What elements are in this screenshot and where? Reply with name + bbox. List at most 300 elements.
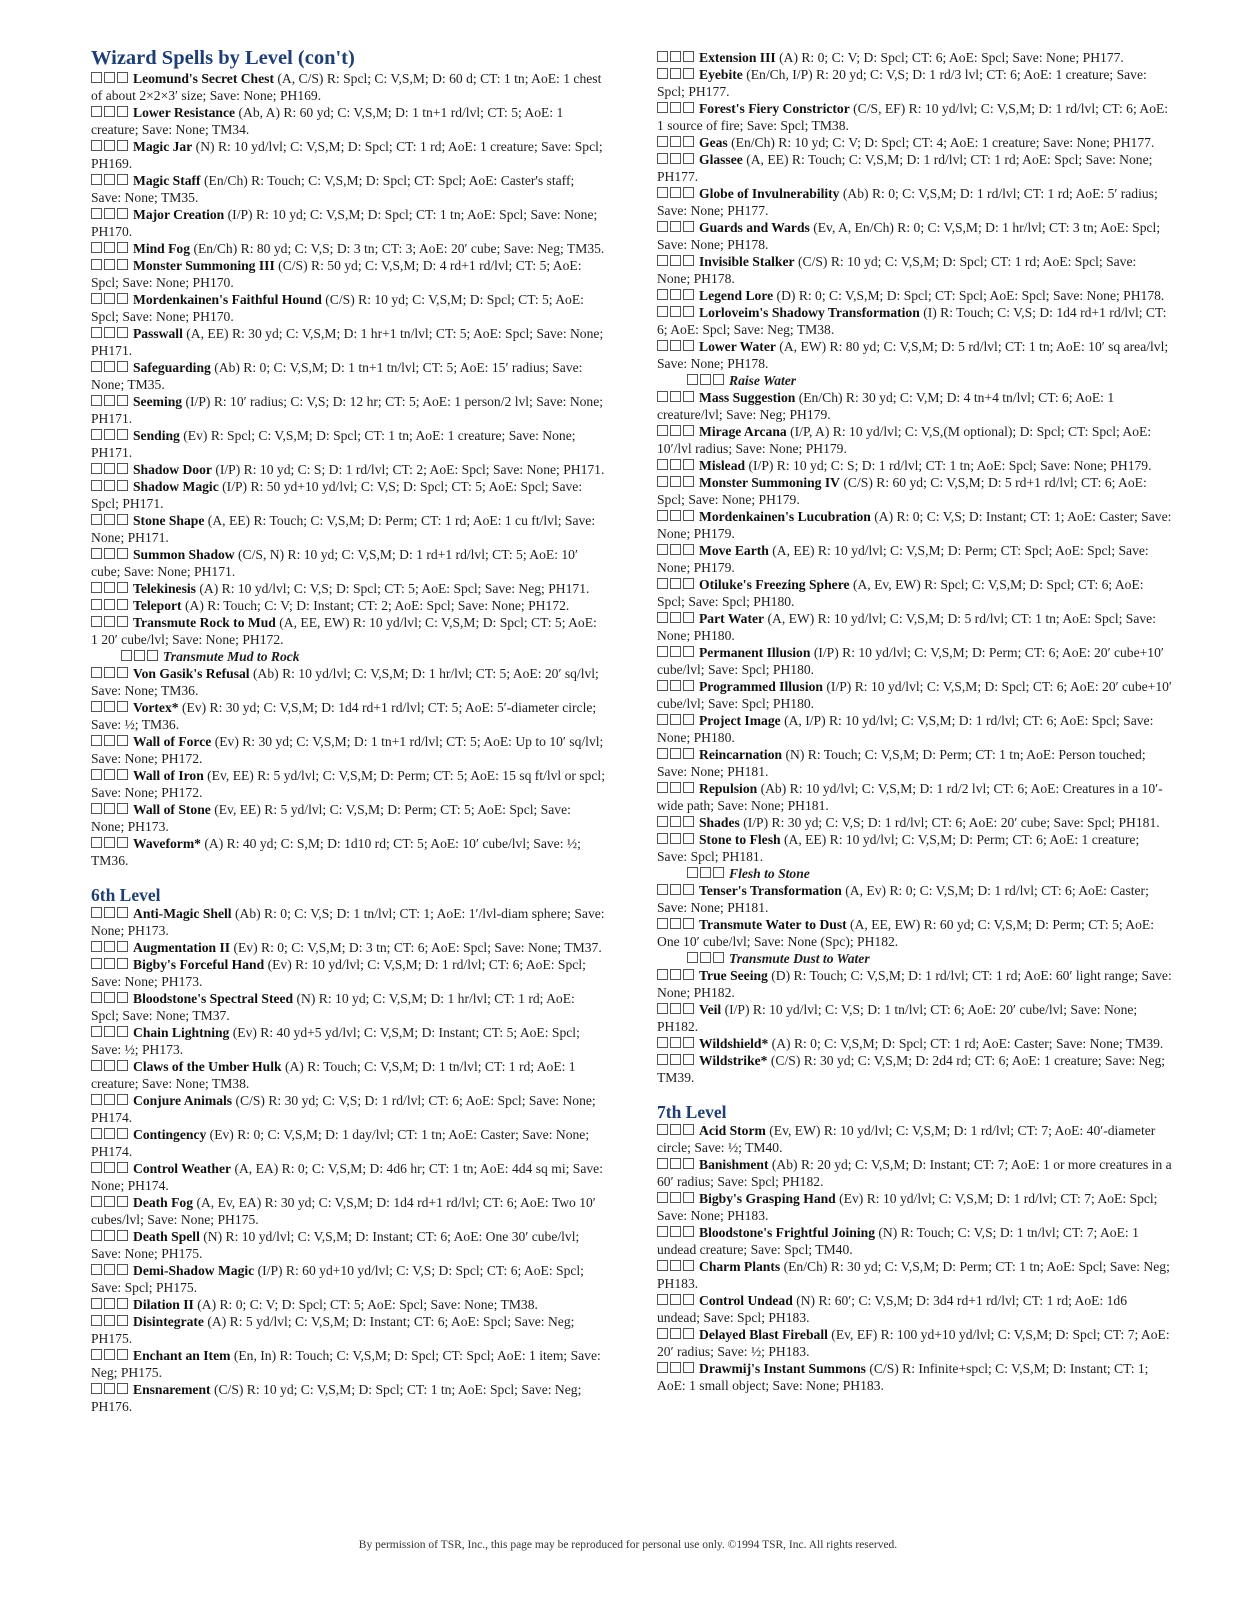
checkbox-icon[interactable] (657, 578, 668, 589)
checkbox-icon[interactable] (657, 969, 668, 980)
checkbox-icon[interactable] (104, 463, 115, 474)
checkbox-icon[interactable] (104, 361, 115, 372)
memorization-checkboxes (91, 172, 130, 189)
checkbox-icon[interactable] (657, 510, 668, 521)
spell-name: Claws of the Umber Hulk (133, 1058, 282, 1074)
checkbox-icon[interactable] (670, 510, 681, 521)
checkbox-icon[interactable] (670, 391, 681, 402)
checkbox-icon[interactable] (713, 867, 724, 878)
checkbox-icon[interactable] (104, 803, 115, 814)
checkbox-icon[interactable] (687, 374, 698, 385)
checkbox-icon[interactable] (683, 782, 694, 793)
checkbox-icon[interactable] (700, 867, 711, 878)
checkbox-icon[interactable] (91, 293, 102, 304)
checkbox-icon[interactable] (657, 680, 668, 691)
checkbox-icon[interactable] (104, 514, 115, 525)
checkbox-icon[interactable] (670, 1037, 681, 1048)
checkbox-icon[interactable] (104, 582, 115, 593)
checkbox-icon[interactable] (683, 255, 694, 266)
checkbox-icon[interactable] (91, 463, 102, 474)
spell-name: Programmed Illusion (699, 679, 823, 694)
checkbox-icon[interactable] (117, 992, 128, 1003)
memorization-checkboxes (91, 699, 130, 716)
checkbox-icon[interactable] (91, 803, 102, 814)
checkbox-icon[interactable] (683, 544, 694, 555)
checkbox-icon[interactable] (104, 106, 115, 117)
checkbox-icon[interactable] (104, 1094, 115, 1105)
checkbox-icon[interactable] (683, 1260, 694, 1271)
checkbox-icon[interactable] (670, 918, 681, 929)
checkbox-icon[interactable] (91, 1383, 102, 1394)
checkbox-icon[interactable] (117, 616, 128, 627)
checkbox-icon[interactable] (670, 782, 681, 793)
checkbox-icon[interactable] (117, 1196, 128, 1207)
checkbox-icon[interactable] (104, 293, 115, 304)
checkbox-icon[interactable] (670, 153, 681, 164)
spell-entry (657, 610, 1172, 644)
checkbox-icon[interactable] (683, 391, 694, 402)
checkbox-icon[interactable] (670, 544, 681, 555)
checkbox-icon[interactable] (104, 992, 115, 1003)
checkbox-icon[interactable] (670, 459, 681, 470)
spell-details: (En/Ch) R: 30 yd; C: V,M; D: 4 tn+4 tn/lvl; CT: 6; AoE: 1 creature/lvl; Save: Neg; PH179. (657, 390, 1115, 422)
checkbox-icon[interactable] (117, 106, 128, 117)
checkbox-icon[interactable] (657, 459, 668, 470)
spell-name: Glassee (699, 152, 743, 167)
checkbox-icon[interactable] (670, 1124, 681, 1135)
checkbox-icon[interactable] (104, 1128, 115, 1139)
checkbox-icon[interactable] (91, 1196, 102, 1207)
checkbox-icon[interactable] (104, 1196, 115, 1207)
checkbox-icon[interactable] (657, 1003, 668, 1014)
memorization-checkboxes (91, 665, 130, 682)
checkbox-icon[interactable] (657, 1294, 668, 1305)
memorization-checkboxes (91, 1194, 130, 1211)
checkbox-icon[interactable] (117, 1298, 128, 1309)
checkbox-icon[interactable] (117, 327, 128, 338)
checkbox-icon[interactable] (670, 68, 681, 79)
checkbox-icon[interactable] (117, 582, 128, 593)
checkbox-icon[interactable] (91, 667, 102, 678)
checkbox-icon[interactable] (670, 1192, 681, 1203)
checkbox-icon[interactable] (117, 514, 128, 525)
spell-name: Passwall (133, 325, 183, 341)
checkbox-icon[interactable] (670, 187, 681, 198)
spell-entry (91, 956, 606, 990)
checkbox-icon[interactable] (670, 1054, 681, 1065)
checkbox-icon[interactable] (117, 1162, 128, 1173)
checkbox-icon[interactable] (670, 1003, 681, 1014)
checkbox-icon[interactable] (683, 884, 694, 895)
checkbox-icon[interactable] (683, 748, 694, 759)
checkbox-icon[interactable] (91, 1094, 102, 1105)
checkbox-icon[interactable] (657, 1328, 668, 1339)
checkbox-icon[interactable] (117, 907, 128, 918)
checkbox-icon[interactable] (657, 748, 668, 759)
checkbox-icon[interactable] (657, 1124, 668, 1135)
checkbox-icon[interactable] (91, 1264, 102, 1275)
spell-entry (657, 49, 1172, 66)
checkbox-icon[interactable] (657, 714, 668, 725)
checkbox-icon[interactable] (683, 102, 694, 113)
checkbox-icon[interactable] (683, 714, 694, 725)
checkbox-icon[interactable] (117, 361, 128, 372)
checkbox-icon[interactable] (687, 952, 698, 963)
checkbox-icon[interactable] (91, 514, 102, 525)
checkbox-icon[interactable] (104, 1383, 115, 1394)
spell-name: Guards and Wards (699, 220, 810, 235)
checkbox-icon[interactable] (104, 259, 115, 270)
checkbox-icon[interactable] (657, 544, 668, 555)
checkbox-icon[interactable] (670, 102, 681, 113)
checkbox-icon[interactable] (683, 136, 694, 147)
checkbox-icon[interactable] (104, 140, 115, 151)
checkbox-icon[interactable] (657, 782, 668, 793)
checkbox-icon[interactable] (713, 374, 724, 385)
spell-details: (I/P) R: 10 yd; C: S; D: 1 rd/lvl; CT: 2; AoE: Spcl; Save: None; PH171. (215, 461, 605, 477)
checkbox-icon[interactable] (91, 992, 102, 1003)
spell-entry (657, 185, 1172, 219)
checkbox-icon[interactable] (670, 646, 681, 657)
checkbox-icon[interactable] (104, 701, 115, 712)
checkbox-icon[interactable] (117, 174, 128, 185)
checkbox-icon[interactable] (104, 395, 115, 406)
checkbox-icon[interactable] (670, 1158, 681, 1169)
checkbox-icon[interactable] (117, 599, 128, 610)
checkbox-icon[interactable] (147, 650, 158, 661)
checkbox-icon[interactable] (657, 306, 668, 317)
checkbox-icon[interactable] (670, 833, 681, 844)
checkbox-icon[interactable] (683, 476, 694, 487)
checkbox-icon[interactable] (670, 425, 681, 436)
checkbox-icon[interactable] (670, 1226, 681, 1237)
checkbox-icon[interactable] (91, 599, 102, 610)
spell-details: (Ev) R: 10 yd/lvl; C: V,S,M; D: 1 rd/lvl; CT: 7; AoE: Spcl; Save: None; PH183. (657, 1191, 1158, 1224)
checkbox-icon[interactable] (657, 68, 668, 79)
checkbox-icon[interactable] (104, 1349, 115, 1360)
checkbox-icon[interactable] (117, 958, 128, 969)
spell-details: (C/S, EF) R: 10 yd/lvl; C: V,S,M; D: 1 rd/lvl; CT: 6; AoE: 1 source of fire; Save: Spcl; TM38. (657, 101, 1169, 133)
checkbox-icon[interactable] (117, 837, 128, 848)
checkbox-icon[interactable] (670, 476, 681, 487)
checkbox-icon[interactable] (683, 289, 694, 300)
checkbox-icon[interactable] (121, 650, 132, 661)
spell-entry (91, 1381, 606, 1415)
checkbox-icon[interactable] (117, 735, 128, 746)
checkbox-icon[interactable] (104, 429, 115, 440)
checkbox-icon[interactable] (683, 1226, 694, 1237)
checkbox-icon[interactable] (91, 548, 102, 559)
checkbox-icon[interactable] (104, 735, 115, 746)
checkbox-icon[interactable] (91, 361, 102, 372)
checkbox-icon[interactable] (700, 374, 711, 385)
checkbox-icon[interactable] (117, 941, 128, 952)
checkbox-icon[interactable] (91, 72, 102, 83)
checkbox-icon[interactable] (91, 1230, 102, 1241)
spell-details: (A, EE, EW) R: 60 yd; C: V,S,M; D: Perm; CT: 5; AoE: One 10′ cube/lvl; Save: None (Spc); PH182. (657, 917, 1154, 949)
checkbox-icon[interactable] (700, 952, 711, 963)
memorization-checkboxes (657, 678, 696, 695)
checkbox-icon[interactable] (713, 952, 724, 963)
checkbox-icon[interactable] (657, 1054, 668, 1065)
checkbox-icon[interactable] (683, 221, 694, 232)
checkbox-icon[interactable] (683, 68, 694, 79)
spell-details: (I/P) R: 60 yd+10 yd/lvl; C: V,S; D: Spcl; CT: 6; AoE: Spcl; Save: Spcl; PH175. (91, 1262, 584, 1295)
checkbox-icon[interactable] (117, 1026, 128, 1037)
checkbox-icon[interactable] (104, 1315, 115, 1326)
checkbox-icon[interactable] (91, 616, 102, 627)
checkbox-icon[interactable] (670, 136, 681, 147)
checkbox-icon[interactable] (670, 714, 681, 725)
checkbox-icon[interactable] (657, 1226, 668, 1237)
checkbox-icon[interactable] (670, 340, 681, 351)
checkbox-icon[interactable] (657, 391, 668, 402)
spell-name: Bloodstone's Spectral Steed (133, 990, 294, 1006)
spell-entry (91, 1024, 606, 1058)
checkbox-icon[interactable] (683, 833, 694, 844)
checkbox-icon[interactable] (670, 1260, 681, 1271)
checkbox-icon[interactable] (657, 136, 668, 147)
spell-entry (657, 1035, 1172, 1052)
checkbox-icon[interactable] (683, 1362, 694, 1373)
checkbox-icon[interactable] (91, 837, 102, 848)
checkbox-icon[interactable] (657, 102, 668, 113)
checkbox-icon[interactable] (683, 510, 694, 521)
checkbox-icon[interactable] (683, 340, 694, 351)
checkbox-icon[interactable] (657, 646, 668, 657)
checkbox-icon[interactable] (657, 1037, 668, 1048)
checkbox-icon[interactable] (117, 1230, 128, 1241)
checkbox-icon[interactable] (91, 1315, 102, 1326)
checkbox-icon[interactable] (657, 340, 668, 351)
checkbox-icon[interactable] (91, 208, 102, 219)
checkbox-icon[interactable] (104, 769, 115, 780)
checkbox-icon[interactable] (670, 680, 681, 691)
memorization-checkboxes (657, 508, 696, 525)
checkbox-icon[interactable] (134, 650, 145, 661)
checkbox-icon[interactable] (91, 582, 102, 593)
checkbox-icon[interactable] (91, 327, 102, 338)
checkbox-icon[interactable] (117, 429, 128, 440)
checkbox-icon[interactable] (104, 599, 115, 610)
checkbox-icon[interactable] (657, 833, 668, 844)
checkbox-icon[interactable] (657, 289, 668, 300)
copyright-footer: By permission of TSR, Inc., this page may be reproduced for personal use only. ©1994 TSR, Inc. All rights reserved. (358, 1539, 898, 1551)
memorization-checkboxes (657, 610, 696, 627)
checkbox-icon[interactable] (91, 1349, 102, 1360)
checkbox-icon[interactable] (670, 816, 681, 827)
checkbox-icon[interactable] (117, 242, 128, 253)
checkbox-icon[interactable] (91, 174, 102, 185)
checkbox-icon[interactable] (117, 803, 128, 814)
checkbox-icon[interactable] (670, 884, 681, 895)
checkbox-icon[interactable] (657, 1158, 668, 1169)
checkbox-icon[interactable] (104, 1026, 115, 1037)
checkbox-icon[interactable] (117, 293, 128, 304)
checkbox-icon[interactable] (657, 1260, 668, 1271)
spell-name: Part Water (699, 611, 765, 626)
checkbox-icon[interactable] (683, 969, 694, 980)
checkbox-icon[interactable] (104, 907, 115, 918)
checkbox-icon[interactable] (91, 480, 102, 491)
memorization-checkboxes (91, 104, 130, 121)
spell-entry (91, 580, 606, 597)
checkbox-icon[interactable] (117, 1383, 128, 1394)
memorization-checkboxes (657, 1122, 696, 1139)
checkbox-icon[interactable] (657, 918, 668, 929)
checkbox-icon[interactable] (670, 289, 681, 300)
memorization-checkboxes (657, 474, 696, 491)
checkbox-icon[interactable] (104, 174, 115, 185)
checkbox-icon[interactable] (117, 140, 128, 151)
checkbox-icon[interactable] (683, 306, 694, 317)
checkbox-icon[interactable] (683, 187, 694, 198)
spell-details: (N) R: 10 yd/lvl; C: V,S,M; D: Instant; CT: 6; AoE: One 30′ cube/lvl; Save: None; PH175. (91, 1228, 580, 1261)
checkbox-icon[interactable] (683, 1294, 694, 1305)
checkbox-icon[interactable] (670, 1294, 681, 1305)
checkbox-icon[interactable] (683, 425, 694, 436)
checkbox-icon[interactable] (687, 867, 698, 878)
checkbox-icon[interactable] (117, 1128, 128, 1139)
checkbox-icon[interactable] (657, 816, 668, 827)
checkbox-icon[interactable] (670, 221, 681, 232)
spell-details: (N) R: 60′; C: V,S,M; D: 3d4 rd+1 rd/lvl; CT: 1 rd; AoE: 1d6 undead; Save: Spcl; PH183. (657, 1293, 1128, 1326)
checkbox-icon[interactable] (117, 395, 128, 406)
checkbox-icon[interactable] (91, 1162, 102, 1173)
checkbox-icon[interactable] (104, 548, 115, 559)
checkbox-icon[interactable] (657, 425, 668, 436)
spell-details: (N) R: 10 yd/lvl; C: V,S,M; D: Spcl; CT: 1 rd; AoE: 1 creature; Save: Spcl; PH169. (91, 138, 603, 171)
checkbox-icon[interactable] (117, 208, 128, 219)
checkbox-icon[interactable] (91, 1060, 102, 1071)
checkbox-icon[interactable] (670, 255, 681, 266)
checkbox-icon[interactable] (683, 1037, 694, 1048)
checkbox-icon[interactable] (657, 884, 668, 895)
checkbox-icon[interactable] (91, 701, 102, 712)
checkbox-icon[interactable] (91, 769, 102, 780)
checkbox-icon[interactable] (117, 480, 128, 491)
checkbox-icon[interactable] (657, 51, 668, 62)
checkbox-icon[interactable] (117, 769, 128, 780)
checkbox-icon[interactable] (104, 1298, 115, 1309)
checkbox-icon[interactable] (670, 748, 681, 759)
checkbox-icon[interactable] (117, 72, 128, 83)
checkbox-icon[interactable] (91, 958, 102, 969)
checkbox-icon[interactable] (683, 680, 694, 691)
spell-name: Shadow Magic (133, 478, 219, 494)
spell-name: Von Gasik's Refusal (133, 665, 250, 681)
checkbox-icon[interactable] (670, 578, 681, 589)
checkbox-icon[interactable] (104, 242, 115, 253)
checkbox-icon[interactable] (657, 476, 668, 487)
checkbox-icon[interactable] (91, 907, 102, 918)
checkbox-icon[interactable] (670, 612, 681, 623)
checkbox-icon[interactable] (91, 242, 102, 253)
checkbox-icon[interactable] (104, 1264, 115, 1275)
checkbox-icon[interactable] (91, 259, 102, 270)
checkbox-icon[interactable] (683, 816, 694, 827)
checkbox-icon[interactable] (657, 187, 668, 198)
checkbox-icon[interactable] (683, 646, 694, 657)
spell-name: Anti-Magic Shell (133, 905, 232, 921)
checkbox-icon[interactable] (117, 1264, 128, 1275)
checkbox-icon[interactable] (104, 1162, 115, 1173)
checkbox-icon[interactable] (91, 140, 102, 151)
spell-details: (En, In) R: Touch; C: V,S,M; D: Spcl; CT: Spcl; AoE: 1 item; Save: Neg; PH175. (91, 1347, 601, 1380)
checkbox-icon[interactable] (683, 918, 694, 929)
checkbox-icon[interactable] (117, 1094, 128, 1105)
checkbox-icon[interactable] (117, 1060, 128, 1071)
checkbox-icon[interactable] (683, 1124, 694, 1135)
checkbox-icon[interactable] (117, 667, 128, 678)
checkbox-icon[interactable] (670, 51, 681, 62)
checkbox-icon[interactable] (91, 1128, 102, 1139)
memorization-checkboxes (91, 1058, 130, 1075)
checkbox-icon[interactable] (91, 429, 102, 440)
checkbox-icon[interactable] (104, 208, 115, 219)
checkbox-icon[interactable] (104, 941, 115, 952)
checkbox-icon[interactable] (670, 1362, 681, 1373)
checkbox-icon[interactable] (670, 1328, 681, 1339)
checkbox-icon[interactable] (117, 1349, 128, 1360)
checkbox-icon[interactable] (104, 837, 115, 848)
checkbox-icon[interactable] (91, 941, 102, 952)
checkbox-icon[interactable] (683, 1192, 694, 1203)
checkbox-icon[interactable] (683, 1003, 694, 1014)
checkbox-icon[interactable] (657, 1362, 668, 1373)
checkbox-icon[interactable] (91, 106, 102, 117)
spell-name: Transmute Rock to Mud (133, 614, 276, 630)
spell-name: Forest's Fiery Constrictor (699, 101, 850, 116)
checkbox-icon[interactable] (683, 153, 694, 164)
checkbox-icon[interactable] (104, 958, 115, 969)
checkbox-icon[interactable] (104, 327, 115, 338)
checkbox-icon[interactable] (117, 1315, 128, 1326)
checkbox-icon[interactable] (104, 616, 115, 627)
checkbox-icon[interactable] (657, 1192, 668, 1203)
spell-entry (91, 70, 606, 104)
checkbox-icon[interactable] (657, 612, 668, 623)
checkbox-icon[interactable] (104, 480, 115, 491)
checkbox-icon[interactable] (104, 1230, 115, 1241)
checkbox-icon[interactable] (683, 1158, 694, 1169)
checkbox-icon[interactable] (104, 72, 115, 83)
checkbox-icon[interactable] (683, 612, 694, 623)
checkbox-icon[interactable] (91, 1298, 102, 1309)
checkbox-icon[interactable] (117, 259, 128, 270)
checkbox-icon[interactable] (91, 395, 102, 406)
checkbox-icon[interactable] (117, 463, 128, 474)
checkbox-icon[interactable] (670, 306, 681, 317)
checkbox-icon[interactable] (683, 459, 694, 470)
checkbox-icon[interactable] (683, 1054, 694, 1065)
checkbox-icon[interactable] (683, 1328, 694, 1339)
checkbox-icon[interactable] (683, 51, 694, 62)
checkbox-icon[interactable] (657, 221, 668, 232)
checkbox-icon[interactable] (104, 667, 115, 678)
checkbox-icon[interactable] (91, 735, 102, 746)
checkbox-icon[interactable] (117, 701, 128, 712)
checkbox-icon[interactable] (657, 153, 668, 164)
checkbox-icon[interactable] (657, 255, 668, 266)
checkbox-icon[interactable] (117, 548, 128, 559)
checkbox-icon[interactable] (683, 578, 694, 589)
checkbox-icon[interactable] (91, 1026, 102, 1037)
spell-entry (91, 138, 606, 172)
checkbox-icon[interactable] (104, 1060, 115, 1071)
checkbox-icon[interactable] (670, 969, 681, 980)
spell-name: Teleport (133, 597, 182, 613)
